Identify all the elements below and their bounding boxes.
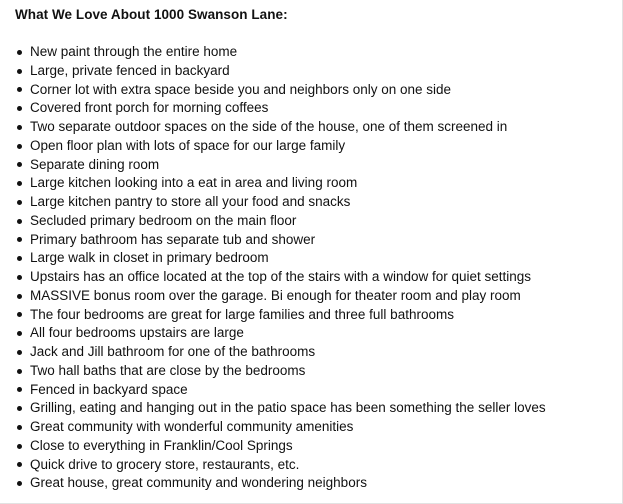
- bullet-icon: [17, 219, 22, 224]
- list-item: [15, 474, 615, 493]
- list-item-text: Fenced in backyard space: [30, 381, 188, 397]
- list-item-text: Grilling, eating and hanging out in the patio space has been something the seller loves: [30, 400, 546, 416]
- list-item-text: Great community with wonderful community amenities: [30, 419, 354, 434]
- list-item-text: Quick drive to grocery store, restaurants, etc.: [30, 456, 300, 472]
- bullet-icon: [17, 425, 22, 430]
- list-item: [15, 193, 615, 212]
- feature-list: [15, 43, 615, 493]
- list-item: [15, 287, 615, 306]
- list-item: [15, 381, 615, 400]
- list-item-text: Secluded primary bedroom on the main floor: [30, 212, 297, 228]
- list-item: [15, 174, 615, 193]
- list-item: [15, 362, 615, 381]
- list-item: [15, 268, 615, 287]
- list-item-text: Two separate outdoor spaces on the side of the house, one of them screened in: [30, 119, 508, 134]
- list-item: [15, 437, 615, 456]
- bullet-icon: [17, 256, 22, 261]
- list-item: [15, 81, 615, 100]
- list-item-text: Large kitchen looking into a eat in area and living room: [30, 175, 358, 191]
- list-item-text: The four bedrooms are great for large families and three full bathrooms: [30, 306, 454, 322]
- list-item: [15, 212, 615, 231]
- list-item: [15, 418, 615, 437]
- list-item: [15, 43, 615, 62]
- list-item-text: Upstairs has an office located at the top of the stairs with a window for quiet settings: [30, 269, 532, 284]
- list-item-text: Two hall baths that are close by the bedrooms: [30, 362, 306, 378]
- bullet-icon: [17, 69, 22, 74]
- list-item-text: New paint through the entire home: [30, 44, 238, 59]
- bullet-icon: [17, 406, 22, 411]
- list-item-text: All four bedrooms upstairs are large: [30, 325, 244, 341]
- list-item-text: Large, private fenced in backyard: [30, 62, 230, 78]
- list-item-text: Covered front porch for morning coffees: [30, 100, 269, 116]
- list-item-text: Separate dining room: [30, 156, 160, 172]
- list-item: [15, 249, 615, 268]
- list-item: [15, 137, 615, 156]
- list-item: [15, 324, 615, 343]
- list-item: [15, 99, 615, 118]
- document-title: What We Love About 1000 Swanson Lane:: [15, 7, 288, 22]
- bullet-icon: [17, 144, 22, 149]
- list-item: [15, 306, 615, 325]
- list-item-text: Primary bathroom has separate tub and shower: [30, 231, 316, 247]
- bullet-icon: [17, 294, 22, 299]
- bullet-icon: [17, 181, 22, 186]
- bullet-icon: [17, 275, 22, 280]
- list-item: [15, 118, 615, 137]
- bullet-icon: [17, 331, 22, 336]
- list-item-text: Close to everything in Franklin/Cool Springs: [30, 437, 293, 453]
- bullet-icon: [17, 87, 22, 92]
- list-item: [15, 156, 615, 175]
- list-item: [15, 62, 615, 81]
- bullet-icon: [17, 444, 22, 449]
- list-item: [15, 231, 615, 250]
- bullet-icon: [17, 162, 22, 167]
- bullet-icon: [17, 387, 22, 392]
- bullet-icon: [17, 369, 22, 374]
- list-item-text: Jack and Jill bathroom for one of the bathrooms: [30, 344, 316, 359]
- list-item-text: Great house, great community and wondering neighbors: [30, 475, 367, 491]
- bullet-icon: [17, 50, 22, 55]
- list-item-text: Corner lot with extra space beside you and neighbors only on one side: [30, 81, 452, 97]
- bullet-icon: [17, 312, 22, 317]
- bullet-icon: [17, 462, 22, 467]
- list-item-text: Large kitchen pantry to store all your food and snacks: [30, 194, 351, 209]
- bullet-icon: [17, 481, 22, 486]
- bullet-icon: [17, 106, 22, 111]
- list-item-text: MASSIVE bonus room over the garage. Bi enough for theater room and play room: [30, 287, 521, 303]
- list-item-text: Open floor plan with lots of space for our large family: [30, 137, 346, 153]
- list-item: [15, 456, 615, 475]
- bullet-icon: [17, 237, 22, 242]
- bullet-icon: [17, 125, 22, 130]
- list-item: [15, 343, 615, 362]
- list-item-text: Large walk in closet in primary bedroom: [30, 250, 269, 266]
- bullet-icon: [17, 350, 22, 355]
- list-item: [15, 399, 615, 418]
- bullet-icon: [17, 200, 22, 205]
